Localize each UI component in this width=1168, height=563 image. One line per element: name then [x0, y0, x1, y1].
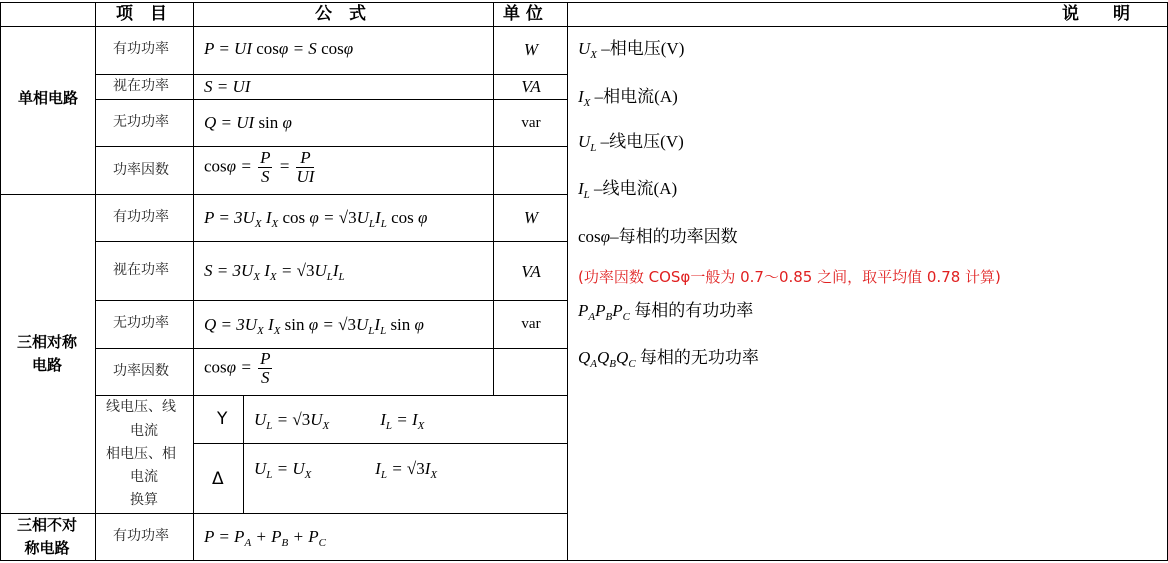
table-border-top — [0, 2, 1168, 3]
table-border-bottom — [0, 560, 1168, 561]
note-line-voltage: $U_L$ –线电压(V) — [578, 132, 684, 154]
formula-single-reactive: Q = UI sin φ — [204, 113, 292, 132]
note-line-voltage-text: –线电压(V) — [600, 132, 684, 151]
item-apparent-power: 视在功率 — [113, 262, 169, 278]
col-divider — [95, 2, 96, 561]
unit-va: VA — [521, 262, 541, 281]
connection-delta: Δ — [212, 469, 224, 489]
row-divider — [95, 99, 567, 100]
group-single-phase: 单相电路 — [17, 89, 78, 107]
row-divider — [95, 241, 567, 242]
note-phase-voltage-text: –相电压(V) — [601, 39, 685, 58]
note-phase-voltage: $U_X$ –相电压(V) — [578, 39, 685, 61]
group-three-phase-asymmetric: 三相不对称电路 — [16, 516, 77, 557]
formula-three-reactive: $Q = 3U_X$ $I_X$ $\sin \varphi = √3U_LI_L$ sin φ — [204, 315, 424, 337]
header-unit: 单 位 — [503, 4, 543, 24]
item-power-factor: 功率因数 — [113, 363, 169, 379]
table-border-left — [0, 2, 1, 561]
group-divider — [0, 513, 567, 514]
item-conversion-line2: 电流 — [130, 423, 158, 439]
item-conversion-line4: 电流 — [130, 469, 158, 485]
col-divider — [493, 2, 494, 396]
note-power-factor-range: (功率因数 COSφ一般为 0.7～0.85 之间，取平均值 0.78 计算) — [578, 268, 1001, 286]
col-divider — [193, 2, 194, 561]
item-active-power: 有功功率 — [113, 528, 169, 544]
item-conversion-line3: 相电压、相 — [106, 446, 176, 462]
note-power-factor: cosφ–每相的功率因数 — [578, 227, 738, 246]
formula-asym-active: $P = P_A + P_B + P_C$ — [204, 527, 326, 549]
unit-watt: W — [523, 40, 539, 59]
group-divider — [0, 194, 567, 195]
formula-star-conversion: $U_L = √3U_X$ $I_L = I_X$ — [254, 410, 425, 432]
formula-three-active: $P = 3U_X$ $I_X$ $\cos \varphi = √3U_LI_L$ cos φ — [204, 208, 428, 230]
row-divider — [95, 348, 567, 349]
connection-star: Y — [217, 409, 228, 429]
col-divider — [243, 395, 244, 513]
formula-single-factor: cosφ = $\frac{P}{S}$ = $\frac{P}{UI}$ — [204, 148, 315, 186]
unit-var: var — [521, 115, 541, 131]
note-per-phase-reactive: $Q_AQ_BQ_C$ 每相的无功功率 — [578, 348, 759, 370]
formula-three-factor: cosφ = $\frac{P}{S}$ — [204, 349, 271, 387]
header-formula: 公 式 — [315, 4, 366, 24]
header-note: 说 明 — [1062, 4, 1130, 24]
item-conversion-line5: 换算 — [130, 492, 158, 508]
item-apparent-power: 视在功率 — [113, 78, 169, 94]
item-conversion-line1: 线电压、线 — [106, 399, 176, 415]
unit-var: var — [521, 316, 541, 332]
item-power-factor: 功率因数 — [113, 162, 169, 178]
formula-single-apparent: S = UI — [204, 77, 251, 96]
note-line-current: $I_L$ –线电流(A) — [578, 179, 678, 201]
item-reactive-power: 无功功率 — [113, 315, 169, 331]
note-line-current-text: –线电流(A) — [594, 179, 678, 198]
item-active-power: 有功功率 — [113, 41, 169, 57]
row-divider — [95, 74, 567, 75]
unit-watt: W — [523, 208, 539, 227]
note-power-factor-text: –每相的功率因数 — [610, 227, 738, 246]
row-divider — [95, 300, 567, 301]
note-phase-current-text: –相电流(A) — [594, 87, 678, 106]
note-per-phase-active-text: 每相的有功功率 — [634, 301, 754, 320]
row-divider — [95, 395, 567, 396]
row-divider — [193, 443, 567, 444]
note-per-phase-reactive-text: 每相的无功功率 — [639, 348, 759, 367]
note-per-phase-active: $P_AP_BP_C$ 每相的有功功率 — [578, 301, 754, 323]
unit-va: VA — [521, 77, 541, 96]
header-divider — [0, 26, 1168, 27]
formula-three-apparent: $S = 3U_X$ $I_X = √3U_LI_L$ — [204, 261, 345, 283]
header-item: 项 目 — [116, 4, 167, 24]
formula-delta-conversion: $U_L = U_X$ $I_L = √3I_X$ — [254, 459, 438, 481]
group-three-phase-symmetric: 三相对称电路 — [16, 333, 77, 374]
formula-single-active: P = UI cosφ = S cosφ — [204, 39, 354, 58]
item-reactive-power: 无功功率 — [113, 114, 169, 130]
item-active-power: 有功功率 — [113, 209, 169, 225]
row-divider — [95, 146, 567, 147]
note-phase-current: $I_X$ –相电流(A) — [578, 87, 678, 109]
